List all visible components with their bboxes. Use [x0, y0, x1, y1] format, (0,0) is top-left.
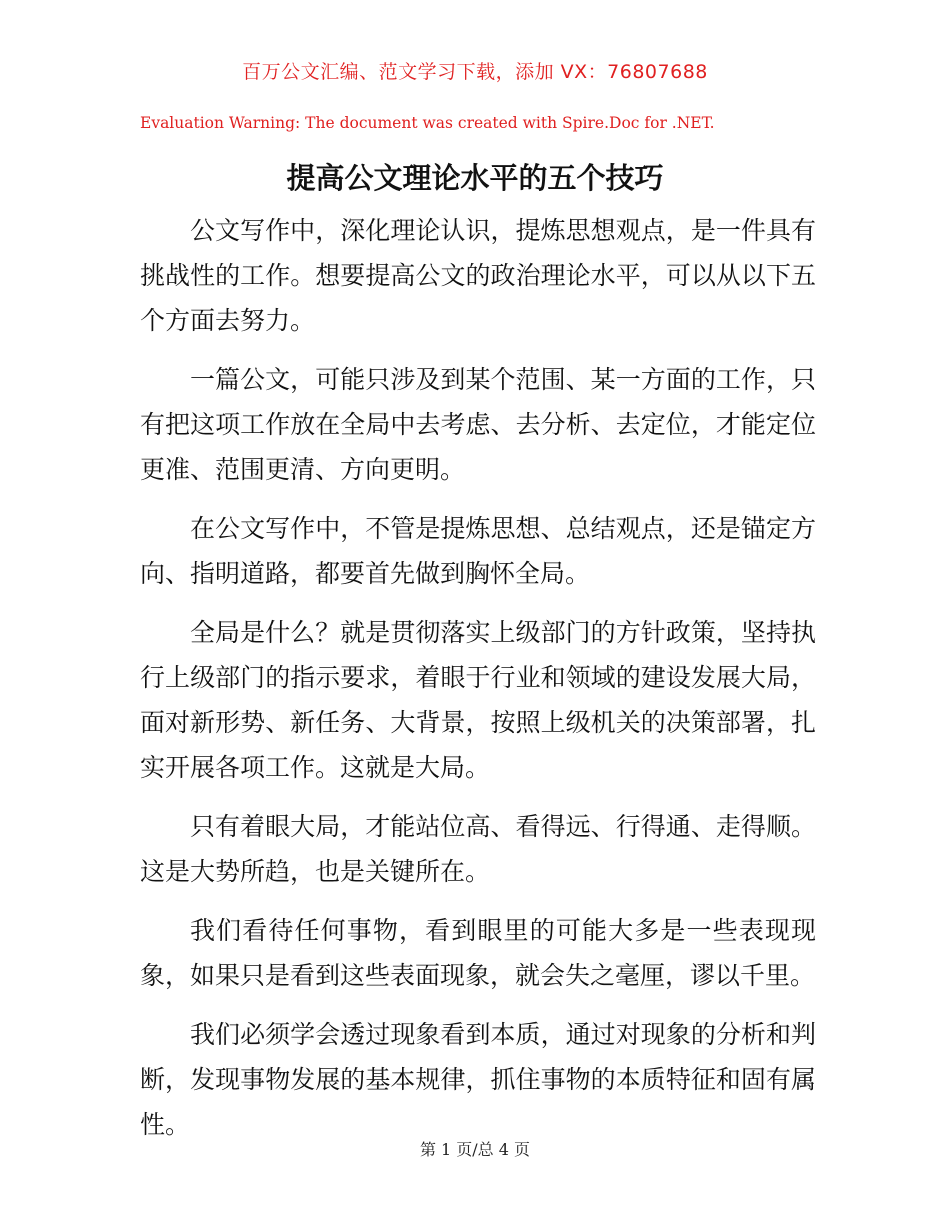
- paragraph: 我们必须学会透过现象看到本质，通过对现象的分析和判断，发现事物发展的基本规律，抓住事物的本质特征和固有属性。: [140, 1020, 816, 1139]
- document-title: 提高公文理论水平的五个技巧: [286, 161, 664, 195]
- evaluation-warning: Evaluation Warning: The document was created with Spire.Doc for .NET.: [140, 114, 715, 132]
- paragraph: 我们看待任何事物，看到眼里的可能大多是一些表现现象，如果只是看到这些表面现象，就会失之毫厘，谬以千里。: [140, 916, 816, 990]
- paragraph: 公文写作中，深化理论认识，提炼思想观点，是一件具有挑战性的工作。想要提高公文的政治理论水平，可以从以下五个方面去努力。: [140, 216, 816, 335]
- paragraph: 只有着眼大局，才能站位高、看得远、行得通、走得顺。这是大势所趋，也是关键所在。: [140, 812, 816, 886]
- page-indicator: 第 1 页/总 4 页: [419, 1140, 531, 1159]
- paragraph: 全局是什么？就是贯彻落实上级部门的方针政策，坚持执行上级部门的指示要求，着眼于行业和领域的建设发展大局，面对新形势、新任务、大背景，按照上级机关的决策部署，扎实开展各项工作。这就是大局。: [140, 618, 816, 782]
- header-banner: 百万公文汇编、范文学习下载，添加 VX：76807688: [242, 61, 708, 83]
- paragraph: 在公文写作中，不管是提炼思想、总结观点，还是锚定方向、指明道路，都要首先做到胸怀全局。: [140, 514, 816, 588]
- paragraph: 一篇公文，可能只涉及到某个范围、某一方面的工作，只有把这项工作放在全局中去考虑、去分析、去定位，才能定位更准、范围更清、方向更明。: [140, 365, 816, 484]
- document-body: [140, 208, 816, 1161]
